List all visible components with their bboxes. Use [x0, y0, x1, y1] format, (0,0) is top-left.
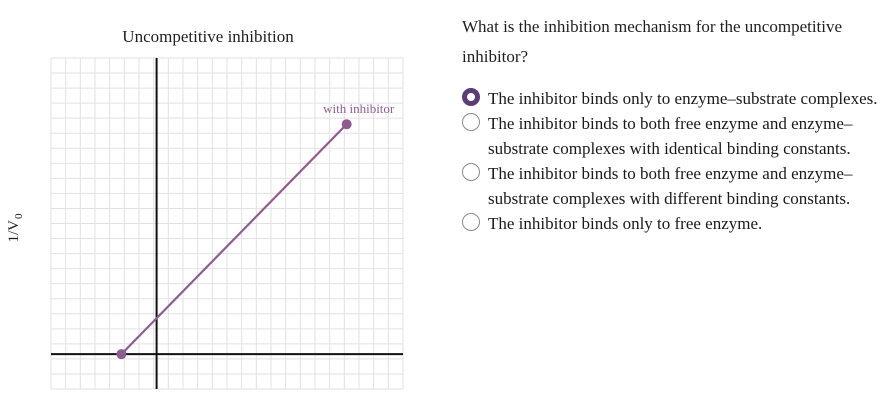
answer-option-label: The inhibitor binds to both free enzyme and enzyme–substrate complexes with different binding constants.	[488, 164, 853, 208]
data-point	[342, 119, 352, 129]
answer-option-1[interactable]	[462, 86, 892, 111]
answer-option-2[interactable]	[462, 111, 892, 161]
y-axis-label-subscript: 0	[13, 213, 25, 219]
y-axis-label-main: 1/V	[6, 220, 22, 243]
question-text: What is the inhibition mechanism for the uncompetitive inhibitor?	[462, 17, 843, 66]
answer-option-label: The inhibitor binds only to enzyme–substrate complexes.	[488, 89, 878, 108]
answer-option-label: The inhibitor binds to both free enzyme and enzyme–substrate complexes with identical binding constants.	[488, 114, 853, 158]
answer-options	[462, 86, 892, 236]
question-panel	[462, 0, 892, 236]
data-point	[116, 349, 126, 359]
radio-unselected-icon[interactable]	[462, 163, 480, 181]
radio-unselected-icon[interactable]	[462, 113, 480, 131]
answer-option-label: The inhibitor binds only to free enzyme.	[488, 214, 763, 233]
radio-selected-icon[interactable]	[462, 88, 480, 106]
radio-unselected-icon[interactable]	[462, 213, 480, 231]
series-line-with-inhibitor	[121, 124, 346, 354]
answer-option-3[interactable]	[462, 161, 892, 211]
series-label: with inhibitor	[323, 101, 395, 117]
chart-title: Uncompetitive inhibition	[122, 27, 294, 46]
answer-option-4[interactable]	[462, 211, 892, 236]
